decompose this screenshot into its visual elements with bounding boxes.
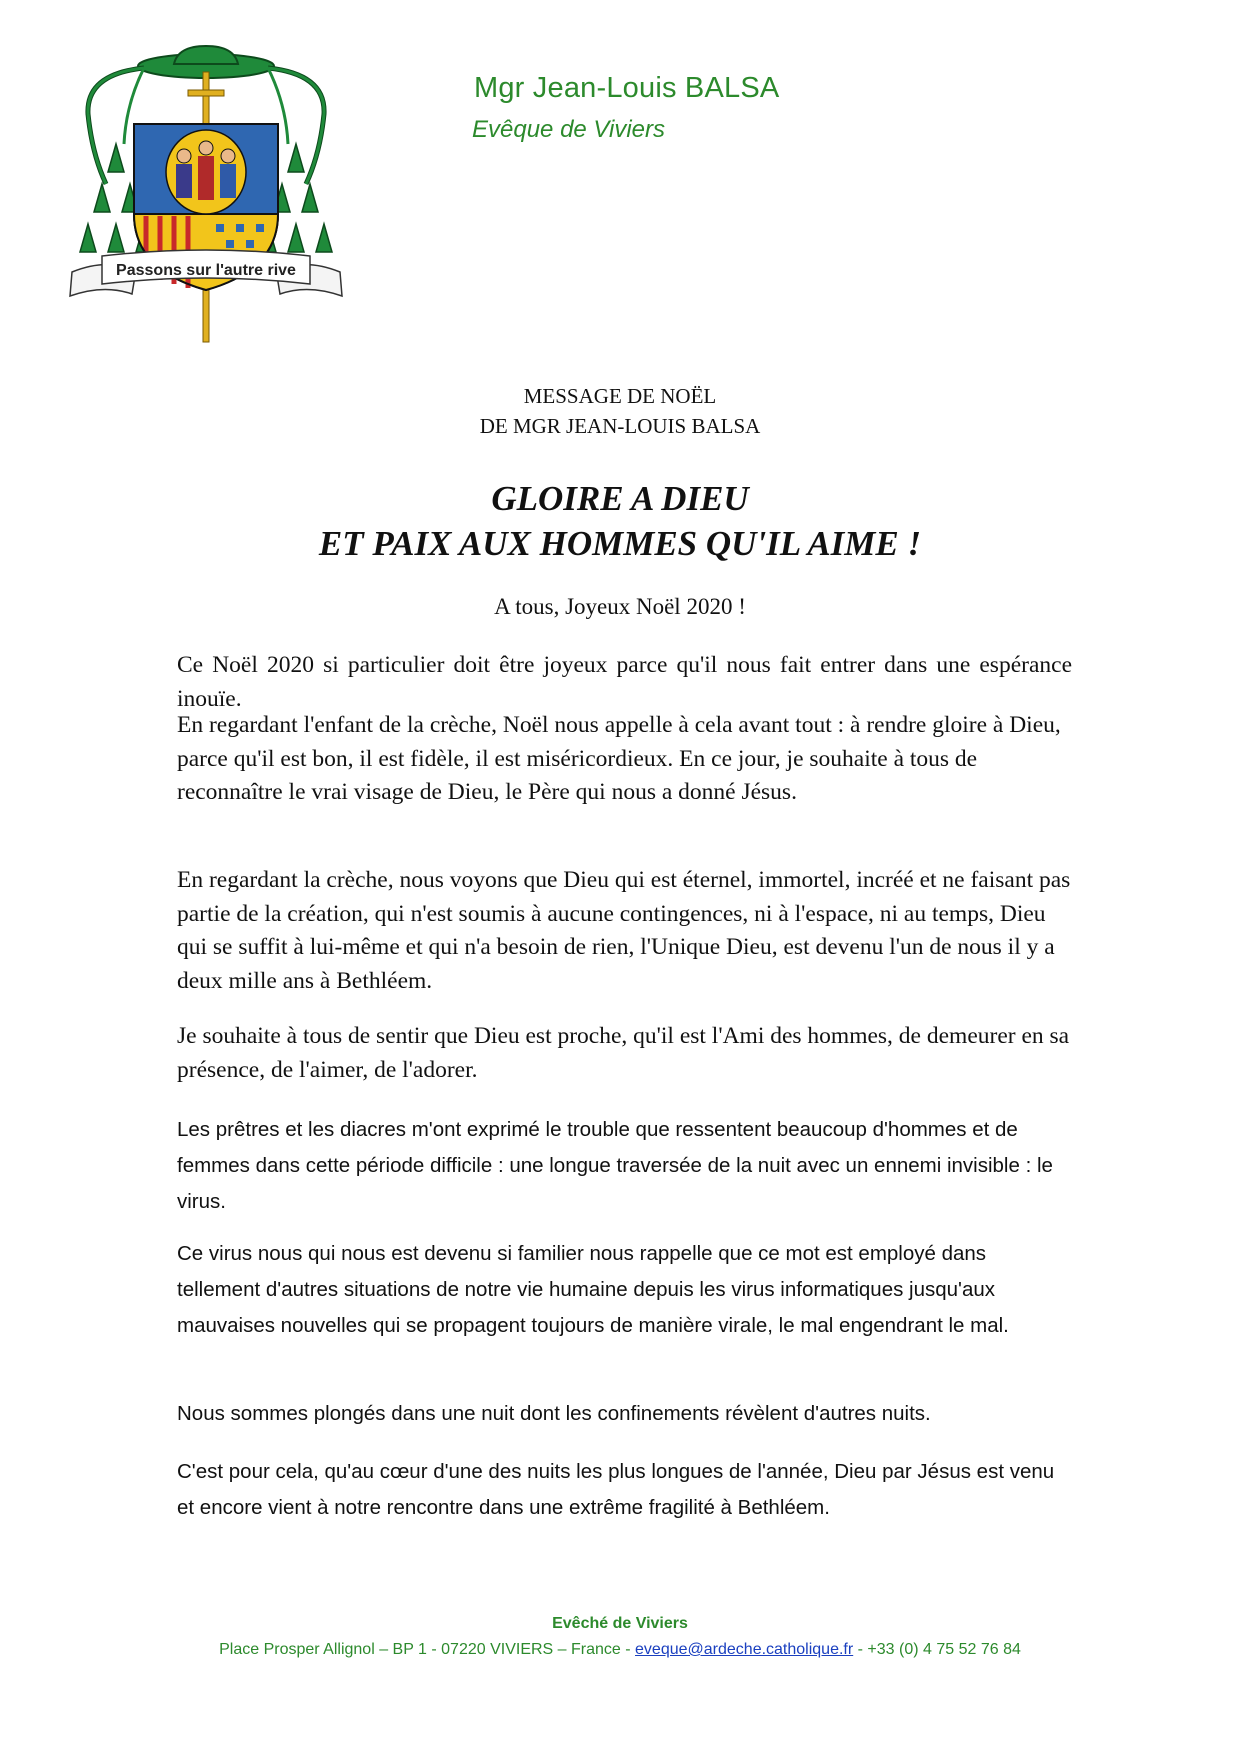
main-heading-line2: ET PAIX AUX HOMMES QU'IL AIME !	[318, 524, 922, 563]
paragraph-1: Ce Noël 2020 si particulier doit être joyeux parce qu'il nous fait entrer dans une espérance inouïe.	[177, 652, 1072, 712]
footer-org: Evêché de Viviers	[552, 1615, 688, 1632]
footer-phone: - +33 (0) 4 75 52 76 84	[853, 1641, 1021, 1658]
paragraph-2: En regardant l'enfant de la crèche, Noël nous appelle à cela avant tout : à rendre gloire à Dieu, parce qu'il est bon, il est fidèle, il est miséricordieux. En ce jour, je souhaite à tous de reconnaître le vrai visage de Dieu, le Père qui nous a donné Jésus.	[177, 712, 1061, 805]
paragraph-8: C'est pour cela, qu'au cœur d'une des nuits les plus longues de l'année, Dieu par Jésus est venu et encore vient à notre rencontre dans une extrême fragilité à Bethléem.	[177, 1460, 1055, 1519]
motto-text: Passons sur l'autre rive	[116, 262, 296, 279]
footer-contact	[0, 1641, 1240, 1659]
paragraph-3: En regardant la crèche, nous voyons que Dieu qui est éternel, immortel, incréé et ne faisant pas partie de la création, qui n'est soumis à aucune contingences, ni à l'espace, ni au temps, Dieu qui se suffit à lui-même et qui n'a besoin de rien, l'Unique Dieu, est devenu l'un de nous il y a deux mille ans à Bethléem.	[177, 867, 1071, 994]
paragraph-4: Je souhaite à tous de sentir que Dieu est proche, qu'il est l'Ami des hommes, de demeurer en sa présence, de l'aimer, de l'adorer.	[177, 1023, 1070, 1083]
bishop-name: Mgr Jean-Louis BALSA	[474, 72, 780, 104]
greeting: A tous, Joyeux Noël 2020 !	[494, 594, 746, 619]
message-title-line2: DE MGR JEAN-LOUIS BALSA	[479, 414, 761, 438]
paragraph-7: Nous sommes plongés dans une nuit dont les confinements révèlent d'autres nuits.	[177, 1402, 931, 1425]
coat-of-arms	[66, 44, 346, 350]
main-heading-line1: GLOIRE A DIEU	[491, 479, 749, 518]
paragraph-5: Les prêtres et les diacres m'ont exprimé le trouble que ressentent beaucoup d'hommes et de femmes dans cette période difficile : une longue traversée de la nuit avec un ennemi invisible : le virus.	[177, 1118, 1053, 1213]
footer-address: Place Prosper Allignol – BP 1 - 07220 VIVIERS – France -	[219, 1641, 636, 1658]
paragraph-6: Ce virus nous qui nous est devenu si familier nous rappelle que ce mot est employé dans tellement d'autres situations de notre vie humaine depuis les virus informatiques jusqu'aux mauvaises nouvelles qui se propagent toujours de manière virale, le mal engendrant le mal.	[177, 1242, 1009, 1337]
message-title-line1: MESSAGE DE NOËL	[523, 384, 717, 408]
footer-email-link[interactable]: eveque@ardeche.catholique.fr	[635, 1641, 854, 1658]
bishop-role: Evêque de Viviers	[472, 116, 666, 143]
